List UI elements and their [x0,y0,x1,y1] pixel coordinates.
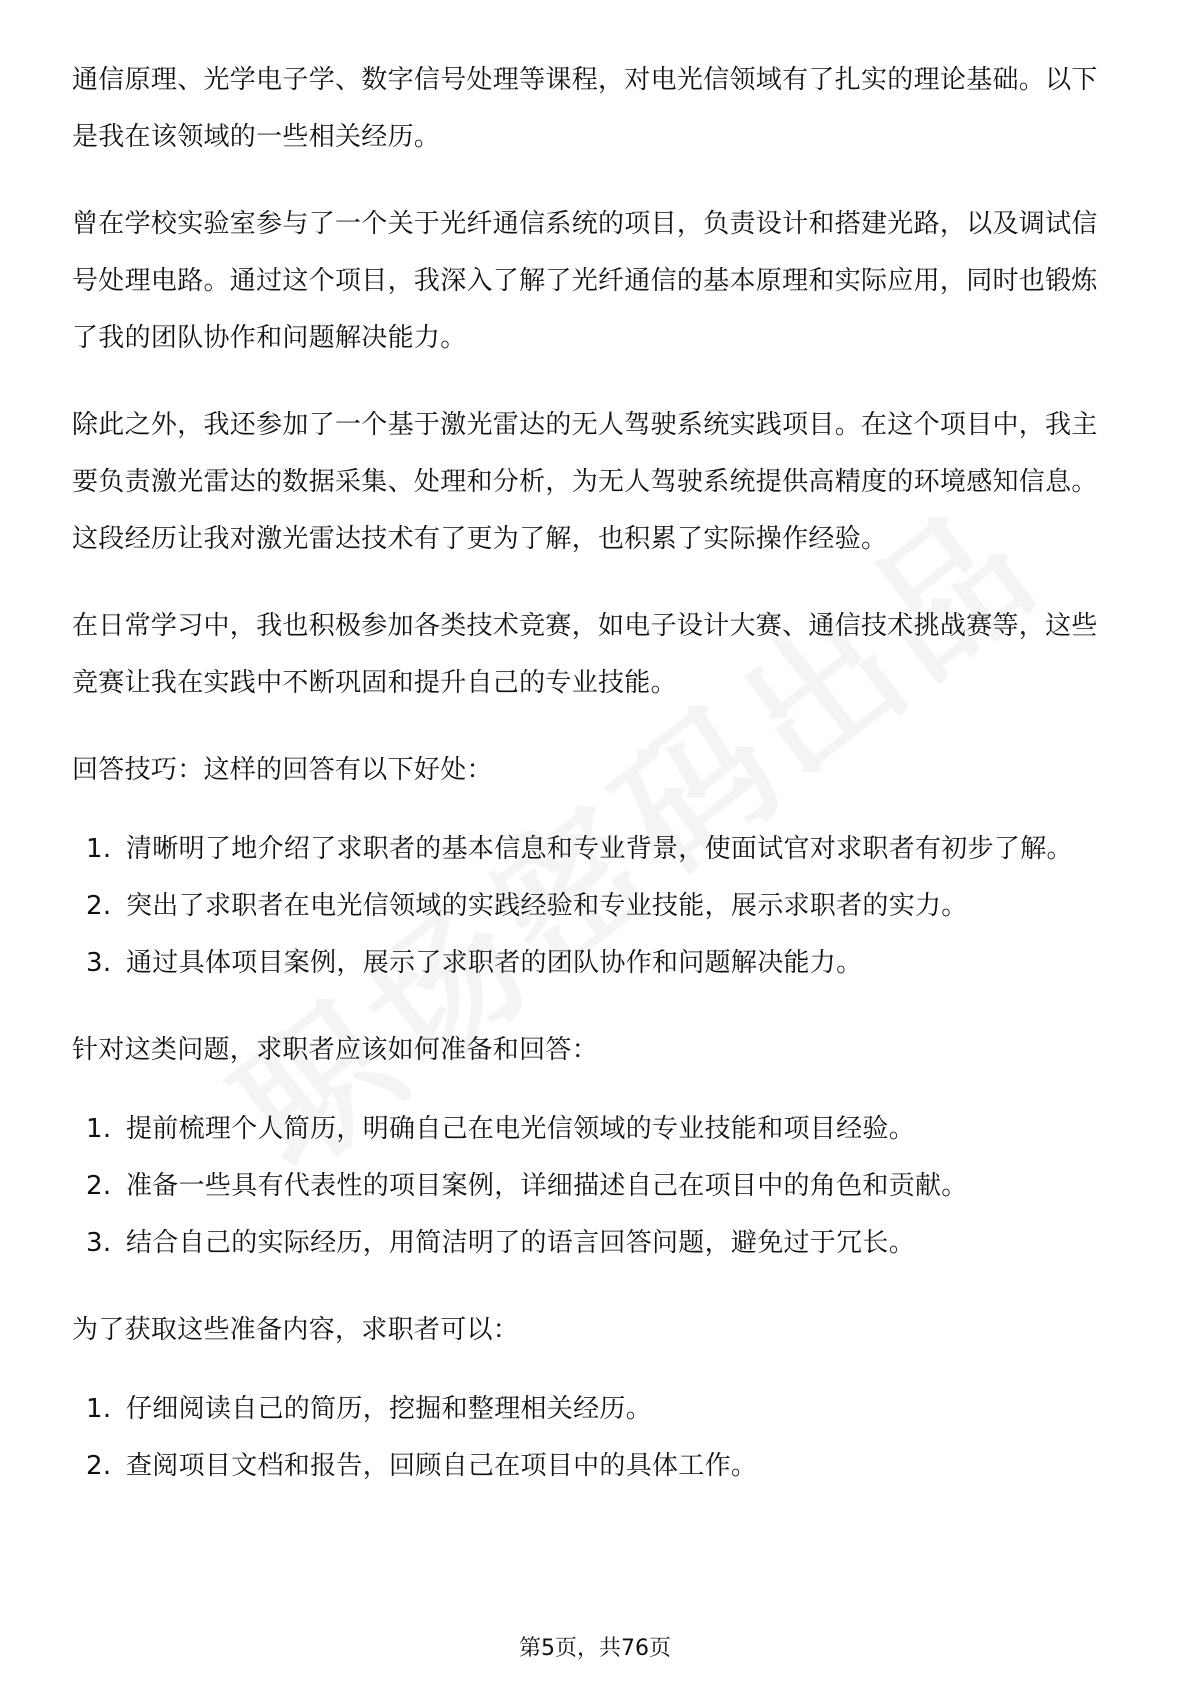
list-item [72,878,1112,935]
list-item [72,821,1112,878]
list-item [72,1215,1112,1272]
paragraph-intro-continued: 通信原理、光学电子学、数字信号处理等课程，对电光信领域有了扎实的理论基础。以下是我在该领域的一些相关经历。 [72,65,1098,152]
paragraph-competitions: 在日常学习中，我也积极参加各类技术竞赛，如电子设计大赛、通信技术挑战赛等，这些竞赛让我在实践中不断巩固和提升自己的专业技能。 [72,611,1098,698]
document-body [72,52,1112,1495]
page-indicator: 第5页，共76页 [519,1636,671,1661]
list-number: 2. [86,891,112,921]
list-item-text: 提前梳理个人简历，明确自己在电光信领域的专业技能和项目经验。 [126,1114,916,1144]
prepare-list [72,1101,1112,1272]
list-item-text: 准备一些具有代表性的项目案例，详细描述自己在项目中的角色和贡献。 [126,1171,968,1201]
list-item-text: 通过具体项目案例，展示了求职者的团队协作和问题解决能力。 [126,948,863,978]
list-number: 2. [86,1451,112,1481]
list-item-text: 清晰明了地介绍了求职者的基本信息和专业背景，使面试官对求职者有初步了解。 [126,834,1073,864]
tips-heading: 回答技巧：这样的回答有以下好处： [72,755,493,785]
prepare-heading: 针对这类问题，求职者应该如何准备和回答： [72,1035,599,1065]
list-number: 2. [86,1171,112,1201]
tips-list [72,821,1112,992]
list-number: 1. [86,1394,112,1424]
list-item [72,1438,1112,1495]
list-item-text: 查阅项目文档和报告，回顾自己在项目中的具体工作。 [126,1451,758,1481]
obtain-list [72,1381,1112,1495]
list-item [72,1101,1112,1158]
list-number: 1. [86,1114,112,1144]
list-item-text: 突出了求职者在电光信领域的实践经验和专业技能，展示求职者的实力。 [126,891,968,921]
paragraph-fiber-project: 曾在学校实验室参与了一个关于光纤通信系统的项目，负责设计和搭建光路，以及调试信号处理电路。通过这个项目，我深入了解了光纤通信的基本原理和实际应用，同时也锻炼了我的团队协作和问题解决能力。 [72,209,1098,353]
list-number: 3. [86,1228,112,1258]
paragraph-lidar-project: 除此之外，我还参加了一个基于激光雷达的无人驾驶系统实践项目。在这个项目中，我主要负责激光雷达的数据采集、处理和分析，为无人驾驶系统提供高精度的环境感知信息。这段经历让我对激光雷达技术有了更为了解，也积累了实际操作经验。 [72,410,1098,554]
list-item [72,1381,1112,1438]
list-item [72,1158,1112,1215]
obtain-heading: 为了获取这些准备内容，求职者可以： [72,1315,520,1345]
list-item-text: 仔细阅读自己的简历，挖掘和整理相关经历。 [126,1394,653,1424]
list-number: 1. [86,834,112,864]
list-number: 3. [86,948,112,978]
list-item [72,935,1112,992]
list-item-text: 结合自己的实际经历，用简洁明了的语言回答问题，避免过于冗长。 [126,1228,916,1258]
